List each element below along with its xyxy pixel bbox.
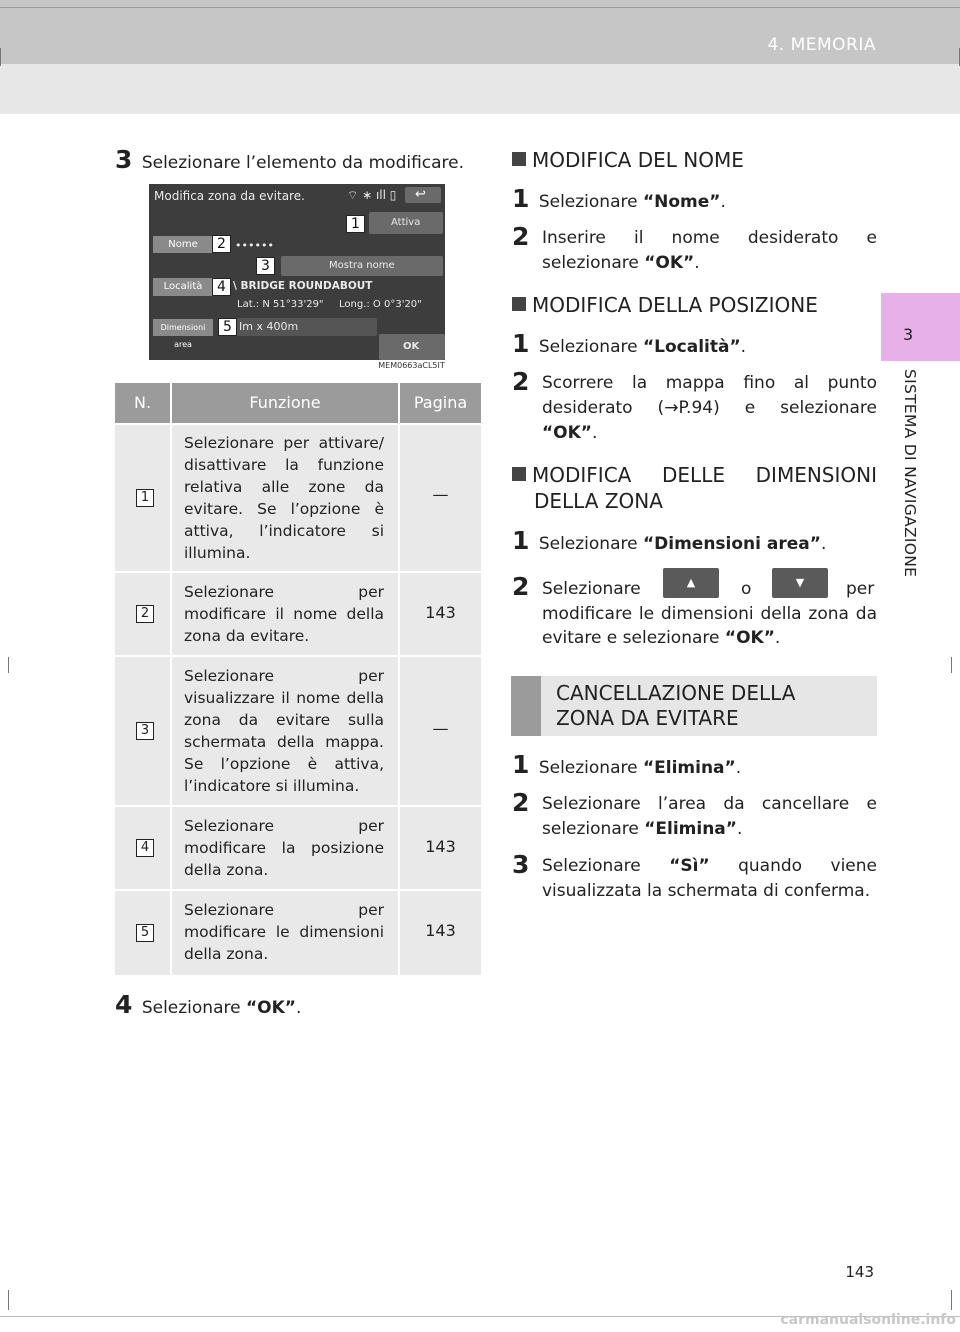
status-icons: ⌔ ∗ ıll ▯ [347, 188, 397, 202]
chapter-tab-label [881, 364, 960, 620]
step-1 [512, 186, 726, 215]
chapter-tab[interactable] [881, 293, 960, 361]
step-punct: . [720, 192, 726, 212]
header-band [0, 64, 960, 114]
screen-screenshot [149, 184, 445, 360]
step-text: Selezionare l’area da cancellare e [542, 794, 877, 814]
step-text: modificare le dimensioni della zona da [542, 604, 877, 624]
attiva-button[interactable] [369, 212, 443, 234]
row-page: 143 [425, 603, 456, 622]
step-number: 1 [512, 184, 530, 213]
crop-mark [8, 1290, 9, 1310]
step-number: 2 [512, 222, 530, 251]
step-text: evitare e selezionare [542, 628, 725, 648]
header-funzione: Funzione [172, 383, 398, 423]
row-number: 4 [136, 839, 154, 857]
step-1 [512, 528, 826, 557]
watermark: carmanualsonline.info [780, 1312, 956, 1328]
nome-label: Nome [153, 236, 213, 253]
step-number: 1 [512, 329, 530, 358]
step-text: desiderato (→P.94) e selezionare [542, 398, 877, 418]
row-function: Selezionare per modificare le dimensioni della zona. [184, 901, 384, 963]
row-number: 1 [136, 489, 154, 507]
step-keyword: “Elimina” [644, 819, 737, 839]
step-punct: . [295, 998, 302, 1018]
step-number: 4 [115, 990, 133, 1019]
step-punct: . [735, 758, 742, 778]
step-number: 2 [512, 788, 530, 817]
step-1 [512, 331, 746, 360]
screen-title: Modifica zona da evitare. [154, 189, 305, 203]
step-4 [115, 992, 301, 1021]
arrow-up-icon: ▲ [686, 576, 696, 589]
section-box-bar [511, 676, 541, 736]
name-value: •••••• [235, 239, 274, 252]
step-text: selezionare [542, 253, 645, 273]
back-icon: ↩ [415, 187, 426, 202]
row-function: Selezionare per visualizzare il nome della zona da evitare sulla schermata della mappa. Se l’opzione è attiva, l’indicatore si illumina. [184, 667, 384, 795]
step-text: Scorrere la mappa fino al punto [542, 373, 877, 393]
step-text: Selezionare [542, 579, 641, 599]
step-keyword: “OK” [724, 628, 775, 648]
step-keyword: “OK” [542, 423, 592, 443]
step-punct: . [736, 819, 743, 839]
longitude: Long.: O 0°3'20" [339, 299, 422, 310]
step-text-cont [542, 251, 700, 276]
step-3 [115, 147, 464, 176]
box-title-line: ZONA DA EVITARE [556, 706, 739, 730]
crop-mark [8, 657, 9, 673]
page-number: 143 [845, 1263, 874, 1281]
row-page: 143 [425, 921, 456, 940]
step-punct: . [591, 423, 598, 443]
header-n: N. [115, 383, 170, 423]
place-name: \ BRIDGE ROUNDABOUT [233, 280, 373, 292]
heading-text: MODIFICA DELLA POSIZIONE [532, 293, 818, 317]
table-row [115, 807, 481, 889]
crop-mark [951, 657, 952, 673]
mostra-nome-label: Mostra nome [329, 260, 395, 271]
localita-label: Località [153, 278, 213, 296]
chapter-number: 3 [903, 325, 914, 344]
row-number: 2 [136, 605, 154, 623]
section-heading [512, 147, 744, 173]
step-text [542, 854, 877, 879]
table-row [115, 891, 481, 975]
heading-text: MODIFICA DEL NOME [532, 148, 744, 172]
square-bullet-icon [512, 297, 526, 311]
step-punct: . [694, 253, 700, 273]
row-page: — [432, 719, 449, 738]
step-keyword: “Località” [642, 337, 741, 357]
crop-mark [0, 48, 1, 66]
step-number: 3 [512, 850, 530, 879]
row-number: 5 [136, 924, 154, 942]
step-number: 2 [512, 367, 530, 396]
row-function: Selezionare per modificare la posizione della zona. [184, 817, 384, 879]
step-keyword: “Elimina” [642, 758, 736, 778]
table-row [115, 425, 481, 571]
step-text: Selezionare [538, 534, 643, 554]
step-text: Selezionare [542, 856, 670, 876]
step-punct: . [774, 628, 781, 648]
ok-button[interactable] [379, 334, 445, 360]
square-bullet-icon [512, 467, 526, 481]
step-1 [512, 752, 741, 781]
area-down-button[interactable] [772, 568, 828, 598]
step-text: quando viene [709, 856, 877, 876]
header-pagina: Pagina [400, 383, 481, 423]
heading-text: DELLA ZONA [534, 489, 663, 513]
heading-text: MODIFICA DELLE DIMENSIONI [532, 463, 877, 487]
callout-4: 4 [212, 278, 231, 296]
step-text-cont [542, 421, 597, 446]
step-text-cont [542, 817, 742, 842]
chapter-label-text: SISTEMA DI NAVIGAZIONE [901, 369, 919, 578]
callout-2: 2 [212, 235, 231, 253]
step-text: o [741, 579, 752, 599]
step-keyword: “OK” [245, 998, 296, 1018]
callout-3: 3 [256, 257, 275, 275]
step-text: Selezionare [141, 998, 246, 1018]
arrow-down-icon: ▼ [795, 576, 805, 589]
header-rule [0, 7, 960, 8]
row-function: Selezionare per modificare il nome della zona da evitare. [184, 583, 384, 645]
step-text: Inserire il nome desiderato e [542, 228, 877, 248]
step-keyword: “OK” [644, 253, 695, 273]
mostra-nome-button[interactable] [281, 256, 443, 276]
dimensioni-value: Im x 400m [239, 320, 299, 333]
ok-label: OK [403, 341, 420, 352]
step-number: 2 [512, 572, 530, 601]
latitude: Lat.: N 51°33'29" [237, 299, 324, 310]
table-row [115, 657, 481, 805]
step-keyword: “Nome” [642, 192, 721, 212]
figure-code: MEM0663aCL5IT [378, 361, 445, 370]
step-punct: . [740, 337, 747, 357]
row-page: — [432, 485, 449, 504]
step-text-cont [542, 626, 780, 651]
step-text: Selezionare [538, 758, 643, 778]
step-number: 1 [512, 526, 530, 555]
square-bullet-icon [512, 152, 526, 166]
callout-1: 1 [346, 215, 365, 233]
back-button[interactable] [405, 187, 441, 203]
section-heading [512, 292, 818, 318]
attiva-label: Attiva [391, 217, 421, 228]
row-number: 3 [136, 722, 154, 740]
crop-mark [951, 1290, 952, 1310]
step-punct: . [820, 534, 827, 554]
callout-5: 5 [218, 318, 237, 336]
dimensioni-field[interactable] [227, 318, 377, 336]
step-number: 3 [115, 145, 133, 174]
table-row [115, 573, 481, 655]
chapter-title: 4. MEMORIA [767, 35, 876, 55]
box-title-line: CANCELLAZIONE DELLA [556, 681, 796, 705]
step-text: Selezionare [538, 192, 643, 212]
section-heading [512, 462, 877, 488]
step-number: 1 [512, 750, 530, 779]
step-keyword: “Dimensioni area” [642, 534, 821, 554]
step-keyword: “Sì” [669, 856, 710, 876]
step-text: selezionare [542, 819, 645, 839]
step-text: per [846, 579, 875, 599]
step-text: Selezionare [538, 337, 643, 357]
dimensioni-label: Dimensioni area [153, 319, 213, 336]
section-box-title [556, 681, 795, 731]
step-text: Selezionare l’elemento da modificare. [141, 153, 465, 173]
area-up-button[interactable] [663, 568, 719, 598]
row-page: 143 [425, 837, 456, 856]
row-function: Selezionare per attivare/ disattivare la funzione relativa alle zone da evitare. Se l’opzione è attiva, l’indicatore si illumina. [184, 434, 384, 562]
step-text: visualizzata la schermata di conferma. [542, 881, 871, 901]
